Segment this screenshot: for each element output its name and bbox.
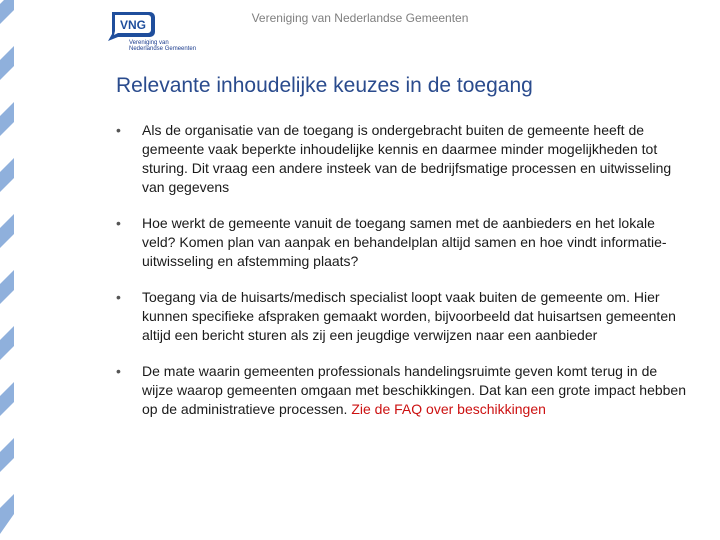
list-item — [116, 288, 686, 345]
list-item — [116, 362, 686, 419]
bullet-icon: • — [116, 289, 121, 305]
bullet-text: Hoe werkt de gemeente vanuit de toegang samen met de aanbieders en het lokale veld? Komen plan van aanpak en behandelplan altijd samen en hoe vindt informatie-uitwisseling en afstemming plaats? — [142, 215, 667, 269]
bullet-icon: • — [116, 122, 121, 138]
logo-subtext: Vereniging van Nederlandse Gemeenten — [129, 40, 197, 52]
bullet-icon: • — [116, 215, 121, 231]
decorative-stripes — [0, 0, 22, 540]
bullet-icon: • — [116, 363, 121, 379]
faq-beschikkingen-link[interactable]: Zie de FAQ over beschikkingen — [351, 401, 546, 417]
bullet-text: Als de organisatie van de toegang is ondergebracht buiten de gemeente heeft de gemeente vaak beperkte inhoudelijke kennis en daarmee minder mogelijkheden tot sturing. Dit vraag een andere insteek van de bedrijfsmatige processen en uitwisseling van gegevens — [142, 122, 672, 195]
page-title: Relevante inhoudelijke keuzes in de toegang — [116, 74, 533, 97]
list-item — [116, 214, 686, 271]
bullet-text: Toegang via de huisarts/medisch specialist loopt vaak buiten de gemeente om. Hier kunnen specifieke afspraken gemaakt worden, bijvoorbeeld dat huisartsen gemeenten altijd een bericht sturen als zij een jeugdige verwijzen naar een aanbieder — [142, 289, 676, 343]
vng-logo-icon — [106, 10, 156, 42]
vng-logo — [106, 10, 196, 58]
list-item — [116, 121, 686, 197]
bullet-list — [116, 121, 686, 419]
header-organization-name: Vereniging van Nederlandse Gemeenten — [251, 11, 469, 25]
logo-text: VNG — [119, 18, 147, 32]
bullet-text: De mate waarin gemeenten professionals handelingsruimte geven komt terug in de wijze waarop gemeenten omgaan met beschikkingen. Dat kan een grote impact hebben op de administratieve processen. — [142, 363, 686, 417]
